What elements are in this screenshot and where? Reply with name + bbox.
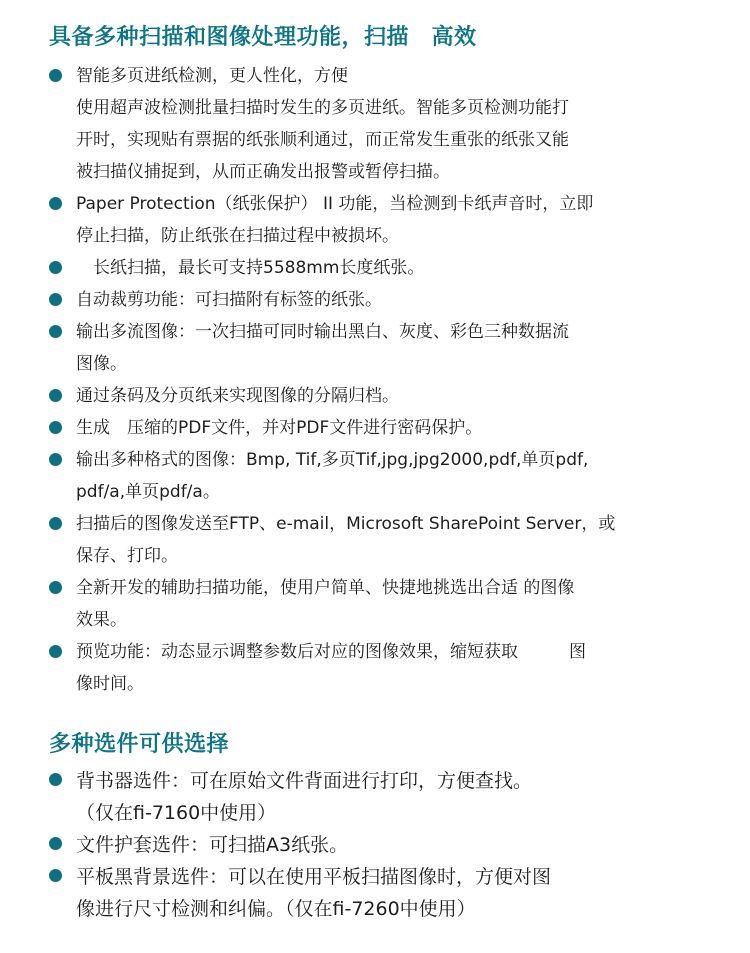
feature-item — [0, 188, 624, 252]
list-item-text: 自动裁剪功能：可扫描附有标签的纸张。 — [76, 290, 382, 310]
list-item-text-continued: 图像。 — [76, 354, 127, 374]
section-title-scan-features: 具备多种扫描和图像处理功能，扫描 高效 — [49, 25, 477, 50]
list-item-text: 输出多流图像：一次扫描可同时输出黑白、灰度、彩色三种数据流 — [76, 322, 569, 342]
bullet-icon — [49, 517, 62, 530]
list-item-text-continued: pdf/a,单页pdf/a。 — [76, 482, 220, 502]
bullet-icon — [49, 421, 62, 434]
list-item-text: 文件护套选件：可扫描A3纸张。 — [76, 834, 349, 856]
section-title-options: 多种选件可供选择 — [49, 732, 230, 757]
bullet-icon — [49, 69, 62, 82]
list-item-text: 生成 压缩的PDF文件，并对PDF文件进行密码保护。 — [76, 418, 483, 438]
list-item-text-continued: 像时间。 — [76, 674, 144, 694]
list-item-text-continued: 停止扫描，防止纸张在扫描过程中被损坏。 — [76, 226, 399, 246]
feature-item — [0, 444, 624, 508]
list-item-text: 长纸扫描，最长可支持5588mm长度纸张。 — [76, 258, 425, 278]
bullet-icon — [49, 773, 62, 786]
list-item-text-continued: 像进行尺寸检测和纠偏。（仅在fi-7260中使用） — [76, 898, 476, 920]
list-item-text: 输出多种格式的图像：Bmp, Tif,多页Tif,jpg,jpg2000,pdf,单页pdf, — [76, 450, 589, 470]
list-item-text-continued: （仅在fi-7160中使用） — [76, 802, 277, 824]
bullet-icon — [49, 645, 62, 658]
list-item-text-continued: 效果。 — [76, 610, 127, 630]
bullet-icon — [49, 293, 62, 306]
bullet-icon — [49, 837, 62, 850]
feature-list — [0, 60, 750, 700]
option-item — [0, 861, 624, 925]
feature-item — [0, 412, 624, 444]
feature-item — [0, 508, 624, 572]
list-item-text-continued: 被扫描仪捕捉到，从而正确发出报警或暂停扫描。 — [76, 162, 450, 182]
bullet-icon — [49, 261, 62, 274]
bullet-icon — [49, 869, 62, 882]
list-item-text: 预览功能：动态显示调整参数后对应的图像效果，缩短获取 图 — [76, 642, 586, 662]
bullet-icon — [49, 389, 62, 402]
list-item-text: 背书器选件：可在原始文件背面进行打印，方便查找。 — [76, 770, 533, 792]
list-item-text-continued: 保存、打印。 — [76, 546, 178, 566]
feature-item — [0, 572, 624, 636]
bullet-icon — [49, 453, 62, 466]
feature-item — [0, 252, 624, 284]
feature-item — [0, 60, 624, 188]
feature-item — [0, 636, 624, 700]
feature-item — [0, 284, 624, 316]
list-item-text-continued: 使用超声波检测批量扫描时发生的多页进纸。智能多页检测功能打 — [76, 98, 569, 118]
list-item-text: 智能多页进纸检测，更人性化，方便 — [76, 66, 348, 86]
bullet-icon — [49, 325, 62, 338]
list-item-text-continued: 开时，实现贴有票据的纸张顺利通过，而正常发生重张的纸张又能 — [76, 130, 569, 150]
bullet-icon — [49, 197, 62, 210]
list-item-text: 全新开发的辅助扫描功能，使用户简单、快捷地挑选出合适 的图像 — [76, 578, 575, 598]
option-item — [0, 829, 624, 861]
feature-item — [0, 316, 624, 380]
options-list — [0, 765, 750, 925]
list-item-text: Paper Protection（纸张保护） II 功能，当检测到卡纸声音时，立即 — [76, 194, 594, 214]
list-item-text: 扫描后的图像发送至FTP、e-mail，Microsoft SharePoint Server，或 — [76, 514, 616, 534]
bullet-icon — [49, 581, 62, 594]
feature-item — [0, 380, 624, 412]
option-item — [0, 765, 624, 829]
list-item-text: 通过条码及分页纸来实现图像的分隔归档。 — [76, 386, 399, 406]
list-item-text: 平板黑背景选件：可以在使用平板扫描图像时，方便对图 — [76, 866, 552, 888]
